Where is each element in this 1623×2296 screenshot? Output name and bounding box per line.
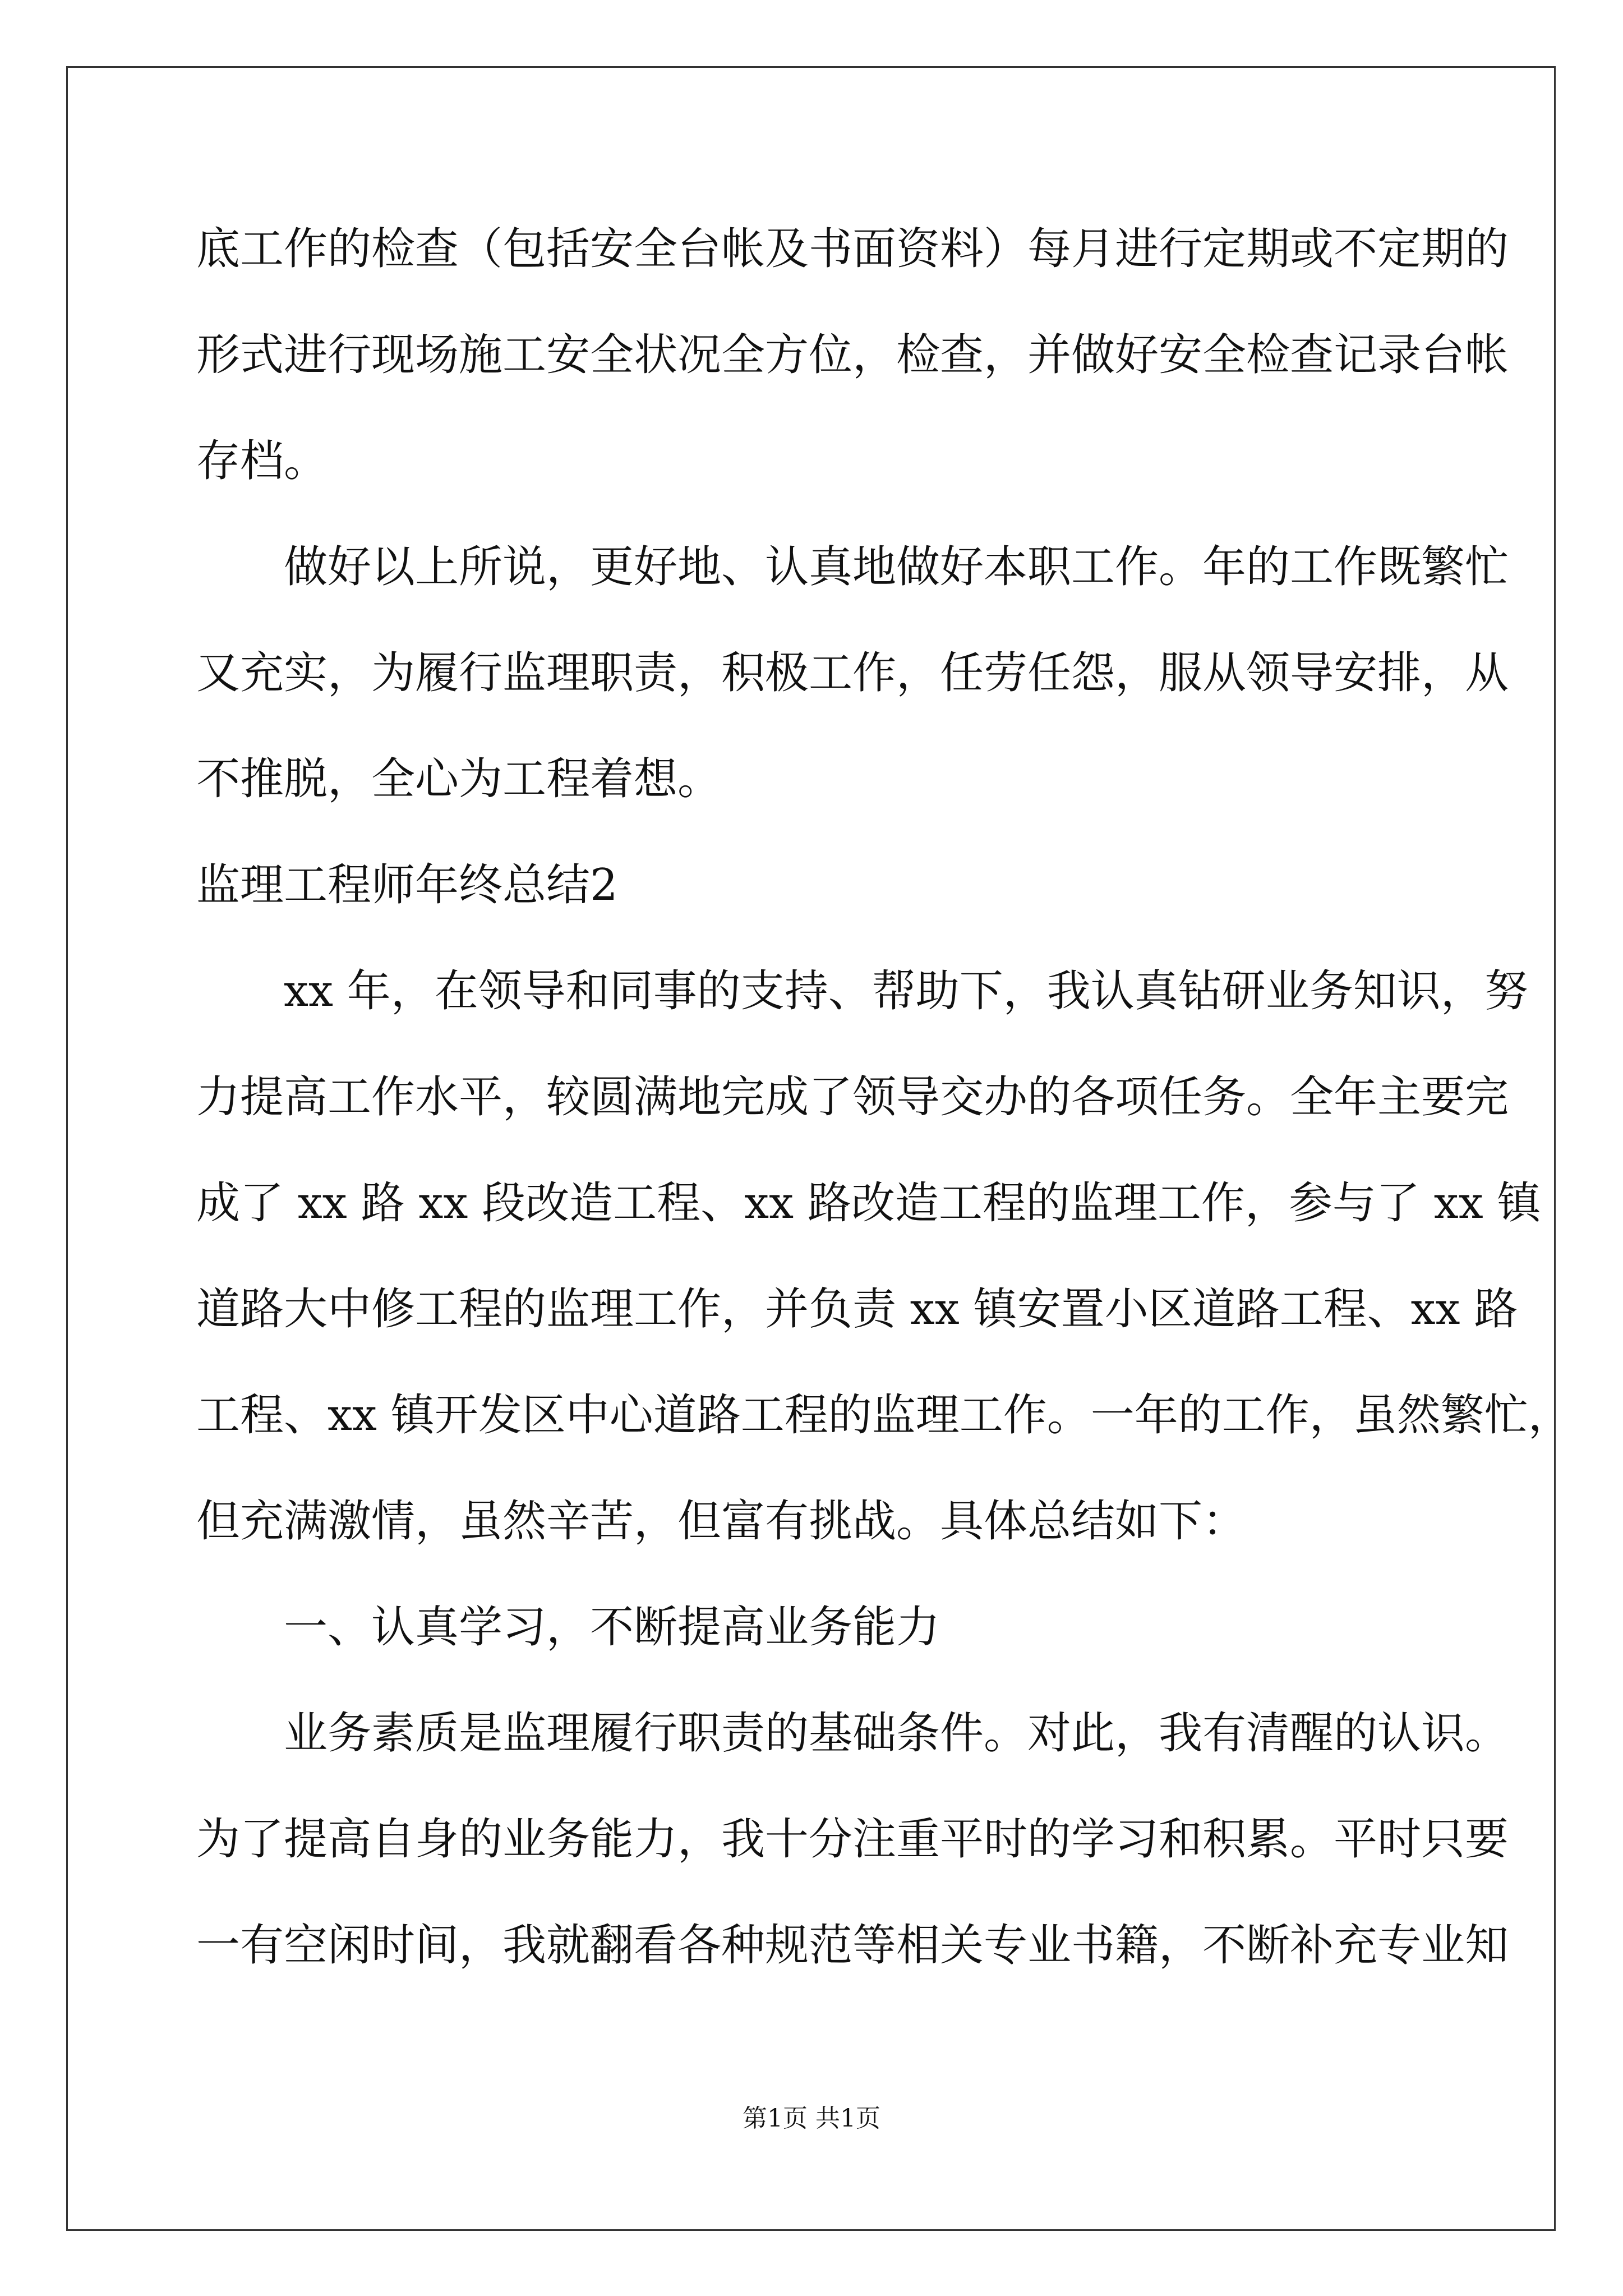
paragraph-line: 底工作的检查（包括安全台帐及书面资料）每月进行定期或不定期的: [196, 224, 1509, 274]
paragraph-line: xx 年，在领导和同事的支持、帮助下，我认真钻研业务知识，努: [284, 966, 1528, 1016]
section-heading: 监理工程师年终总结2: [196, 860, 618, 910]
paragraph-line: 但充满激情，虽然辛苦，但富有挑战。具体总结如下：: [196, 1496, 1247, 1547]
page-number-footer: 第1页 共1页: [743, 2104, 880, 2133]
paragraph-line: 不推脱，全心为工程着想。: [196, 754, 722, 804]
paragraph-line: 业务素质是监理履行职责的基础条件。对此，我有清醒的认识。: [284, 1708, 1509, 1759]
document-body: [196, 196, 1572, 1999]
paragraph-line: 为了提高自身的业务能力，我十分注重平时的学习和积累。平时只要: [196, 1814, 1509, 1865]
paragraph-line: 做好以上所说，更好地、认真地做好本职工作。年的工作既繁忙: [284, 542, 1509, 592]
paragraph-line: 形式进行现场施工安全状况全方位，检查，并做好安全检查记录台帐: [196, 330, 1509, 380]
paragraph-line: 力提高工作水平，较圆满地完成了领导交办的各项任务。全年主要完: [196, 1072, 1509, 1122]
subsection-heading: 一、认真学习，不断提高业务能力: [284, 1602, 940, 1653]
paragraph-line: 成了 xx 路 xx 段改造工程、xx 路改造工程的监理工作，参与了 xx 镇: [196, 1178, 1541, 1228]
paragraph-line: 道路大中修工程的监理工作，并负责 xx 镇安置小区道路工程、xx 路: [196, 1284, 1518, 1335]
paragraph-line: 一有空闲时间，我就翻看各种规范等相关专业书籍，不断补充专业知: [196, 1920, 1509, 1971]
paragraph-line: 存档。: [196, 436, 328, 486]
paragraph-line: 工程、xx 镇开发区中心道路工程的监理工作。一年的工作，虽然繁忙，: [196, 1390, 1572, 1441]
paragraph-line: 又充实，为履行监理职责，积极工作，任劳任怨，服从领导安排，从: [196, 648, 1509, 698]
